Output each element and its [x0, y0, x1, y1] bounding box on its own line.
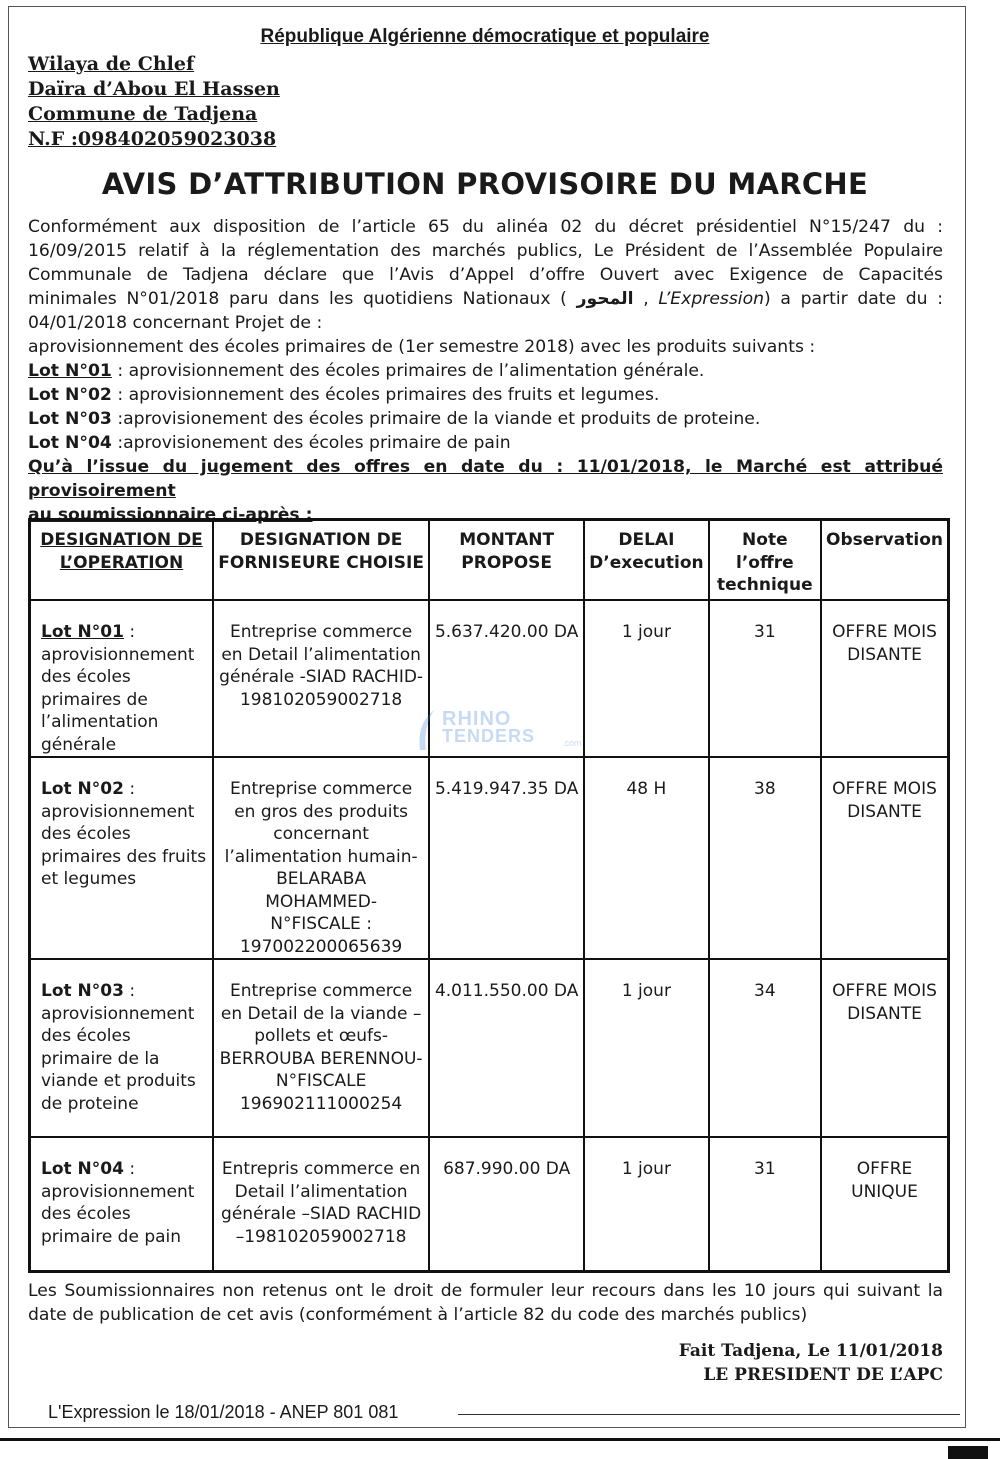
cell-note: 34 — [709, 959, 821, 1137]
commune: Commune de Tadjena — [28, 103, 258, 125]
cell-operation: Lot N°02 : aprovisionnement des écoles primaires des fruits et legumes — [30, 757, 214, 959]
watermark-text-3: .com — [562, 738, 582, 748]
header-operation: DESIGNATION DE L’OPERATION — [30, 520, 214, 601]
divider — [0, 1438, 1000, 1441]
daira: Daïra d’Abou El Hassen — [28, 78, 280, 100]
lot-item: Lot N°01 : aprovisionnement des écoles primaires de l’alimentation générale. — [28, 361, 705, 381]
decision-line-1: Qu’à l’issue du jugement des offres en date du : 11/01/2018, le Marché est attribué provisoirement — [28, 457, 943, 501]
watermark-text-2: TENDERS — [442, 726, 536, 746]
intro-line-1: Conformément aux disposition de l’article 65 du alinéa 02 du décret présidentiel N°15/247 du : — [28, 217, 943, 237]
signature-block — [679, 1339, 943, 1387]
cell-delay: 48 H — [584, 757, 709, 959]
table-row — [30, 757, 949, 959]
notice-title: AVIS D’ATTRIBUTION PROVISOIRE DU MARCHE — [101, 167, 869, 201]
table-header-row — [30, 520, 949, 601]
table-row — [30, 1137, 949, 1271]
administration-block — [28, 52, 280, 152]
cell-delay: 1 jour — [584, 1137, 709, 1271]
cell-observation: OFFRE UNIQUE — [821, 1137, 948, 1271]
cell-amount: 5.637.420.00 DA — [429, 600, 584, 757]
rhino-horn-icon — [412, 708, 440, 752]
cell-amount: 5.419.947.35 DA — [429, 757, 584, 959]
attribution-table — [28, 518, 950, 1273]
cell-supplier: Entrepris commerce en Detail l’alimentation générale –SIAD RACHID –198102059002718 — [213, 1137, 429, 1271]
header-note: Note l’offre technique — [709, 520, 821, 601]
cell-supplier: Entreprise commerce en Detail de la viande –pollets et œufs-BERROUBA BERENNOU- N°FISCALE 196902111000254 — [213, 959, 429, 1137]
cell-supplier: Entreprise commerce en Detail l’alimentation générale -SIAD RACHID-198102059002718 — [213, 600, 429, 757]
republic-heading: République Algérienne démocratique et populaire — [260, 26, 710, 47]
lot-item: Lot N°03 :aprovisionement des écoles primaire de la viande et produits de proteine. — [28, 409, 761, 429]
watermark-text-1: RHINO — [442, 708, 512, 730]
intro-line-3: Communale de Tadjena déclare que l’Avis d’Appel d’offre Ouvert avec Exigence de Capacités — [28, 265, 943, 285]
cell-observation: OFFRE MOIS DISANTE — [821, 757, 948, 959]
corner-mark — [948, 1446, 988, 1459]
cell-amount: 687.990.00 DA — [429, 1137, 584, 1271]
intro-line-4: minimales N°01/2018 paru dans les quotidiens Nationaux ( المحور , L’Expression) a partir date du : — [28, 289, 944, 309]
appeal-notice: Les Soumissionnaires non retenus ont le droit de formuler leur recours dans les 10 jours qui suivant la date de publication de cet avis (conformément à l’article 82 du code des marchés publics) — [28, 1281, 943, 1325]
cell-note: 38 — [709, 757, 821, 959]
place-date: Fait Tadjena, Le 11/01/2018 — [678, 1341, 943, 1361]
cell-amount: 4.011.550.00 DA — [429, 959, 584, 1137]
intro-line-2: 16/09/2015 relatif à la réglementation des marchés publics, Le Président de l’Assemblée Populaire — [28, 241, 943, 261]
lot-item: Lot N°04 :aprovisionement des écoles primaire de pain — [28, 433, 511, 453]
arabic-newspaper: المحور — [576, 289, 634, 309]
cell-note: 31 — [709, 1137, 821, 1271]
cell-note: 31 — [709, 600, 821, 757]
cell-supplier: Entreprise commerce en gros des produits concernant l’alimentation humain- BELARABA MOHAMMED- N°FISCALE : 197002200065639 — [213, 757, 429, 959]
header-supplier: DESIGNATION DE FORNISEURE CHOISIE — [213, 520, 429, 601]
wilaya: Wilaya de Chlef — [28, 53, 195, 75]
cell-observation: OFFRE MOIS DISANTE — [821, 959, 948, 1137]
cell-delay: 1 jour — [584, 959, 709, 1137]
divider — [458, 1414, 960, 1415]
decision-line-2: au soumissionnaire ci-après : — [28, 505, 313, 525]
header-delay: DELAI D’execution — [584, 520, 709, 601]
header-amount: MONTANT PROPOSE — [429, 520, 584, 601]
cell-observation: OFFRE MOIS DISANTE — [821, 600, 948, 757]
watermark-logo — [412, 708, 602, 753]
lot-item: Lot N°02 : aprovisionnement des écoles primaires des fruits et legumes. — [28, 385, 660, 405]
cell-operation: Lot N°03 : aprovisionnement des écoles primaire de la viande et produits de proteine — [30, 959, 214, 1137]
header-observation: Observation — [821, 520, 948, 601]
notice-body — [28, 215, 943, 527]
intro-line-6: aprovisionnement des écoles primaires de (1er semestre 2018) avec les produits suivants : — [28, 337, 816, 357]
signatory: LE PRESIDENT DE L’APC — [703, 1365, 943, 1385]
fiscal-number: N.F :098402059023038 — [28, 128, 277, 150]
publication-source: L'Expression le 18/01/2018 - ANEP 801 081 — [48, 1402, 399, 1422]
table-row — [30, 959, 949, 1137]
cell-operation: Lot N°01 : aprovisionnement des écoles primaires de l’alimentation générale — [30, 600, 214, 757]
intro-line-5: 04/01/2018 concernant Projet de : — [28, 313, 323, 333]
newspaper-name: L’Expression — [658, 289, 764, 309]
cell-delay: 1 jour — [584, 600, 709, 757]
cell-operation: Lot N°04 : aprovisionnement des écoles primaire de pain — [30, 1137, 214, 1271]
